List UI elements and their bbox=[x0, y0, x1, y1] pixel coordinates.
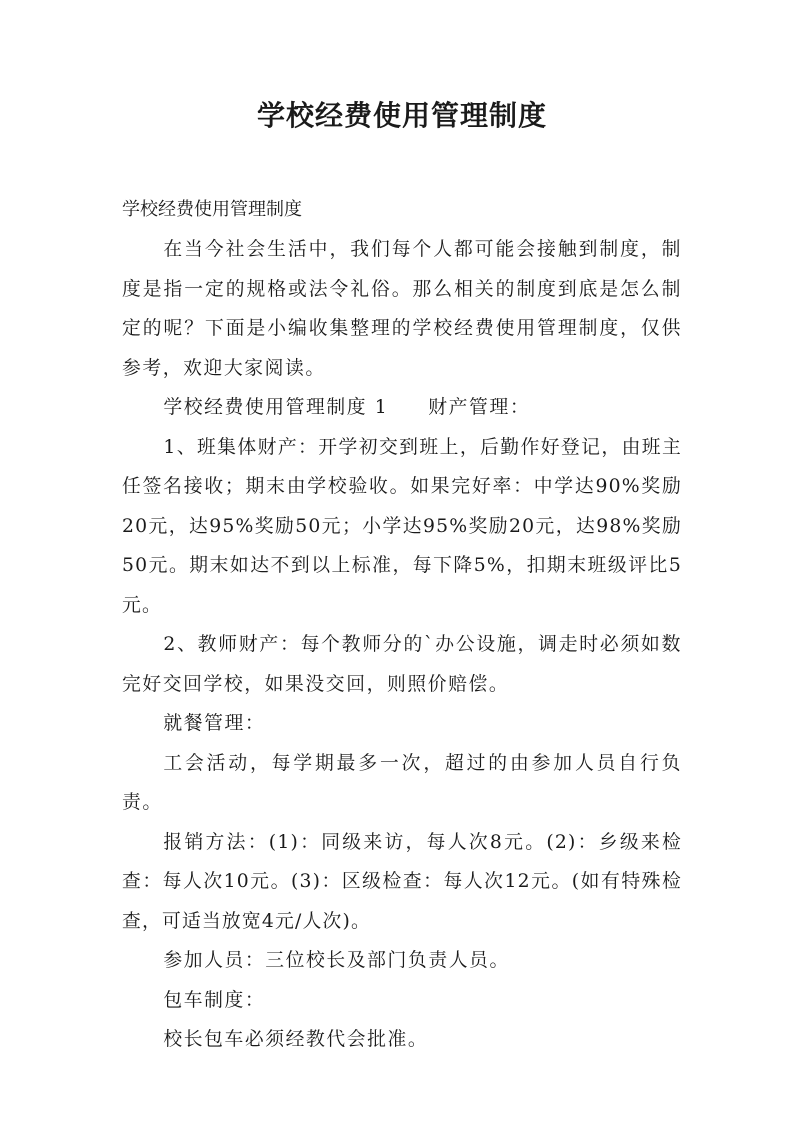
document-subtitle: 学校经费使用管理制度 bbox=[122, 199, 302, 220]
teacher-property-paragraph: 2、教师财产：每个教师分的`办公设施，调走时必须如数完好交回学校，如果没交回，则照价赔偿。 bbox=[122, 634, 682, 695]
vehicle-rule-paragraph: 校长包车必须经教代会批准。 bbox=[163, 1029, 429, 1050]
section-heading bbox=[122, 388, 682, 428]
dining-heading: 就餐管理： bbox=[163, 713, 266, 734]
intro-paragraph: 在当今社会生活中，我们每个人都可能会接触到制度，制度是指一定的规格或法令礼俗。那么相关的制度到底是怎么制定的呢？下面是小编收集整理的学校经费使用管理制度，仅供参考，欢迎大家阅读。 bbox=[122, 239, 682, 379]
class-property-paragraph: 1、班集体财产：开学初交到班上，后勤作好登记，由班主任签名接收；期末由学校验收。如果完好率：中学达90%奖励20元，达95%奖励50元；小学达95%奖励20元，达98%奖励50元。期末如达不到以上标准，每下降5%，扣期末班级评比5元。 bbox=[122, 436, 682, 616]
vehicle-heading: 包车制度： bbox=[163, 989, 266, 1011]
union-activity-paragraph: 工会活动，每学期最多一次，超过的由参加人员自行负责。 bbox=[122, 752, 682, 813]
reimbursement-paragraph: 报销方法：(1)：同级来访，每人次8元。(2)：乡级来检查：每人次10元。(3)：区级检查：每人次12元。(如有特殊检查，可适当放宽4元/人次)。 bbox=[122, 831, 682, 932]
section-heading-left: 学校经费使用管理制度 1 bbox=[163, 397, 389, 418]
section-heading-right: 财产管理： bbox=[428, 397, 531, 418]
participants-paragraph: 参加人员：三位校长及部门负责人员。 bbox=[163, 950, 510, 971]
document-title: 学校经费使用管理制度 bbox=[256, 99, 547, 132]
